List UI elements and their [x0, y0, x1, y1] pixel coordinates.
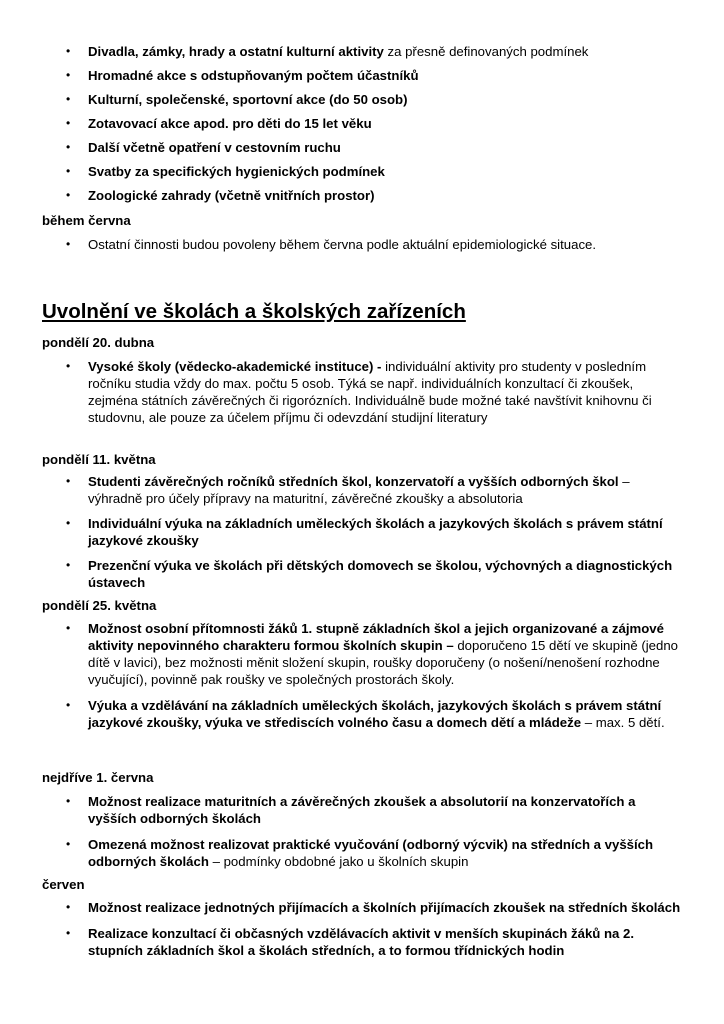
- list-item: [0, 697, 724, 731]
- item-text: individuální aktivity pro studenty v posledním ročníku studia vždy do max. počtu 5 osob. Týká se např. individuálních konzultací či zkoušek, zejména státních závěrečných či rigorózních. Individuálně bude možné také navštívit knihovnu či studovnu, ale pouze za účelem příjmu či odevzdání studijní literatury: [88, 359, 652, 425]
- list-item: [0, 67, 724, 84]
- date-label: pondělí 20. dubna: [42, 335, 155, 350]
- date-list: [0, 899, 724, 959]
- item-text: – podmínky obdobné jako u školních skupin: [208, 854, 469, 869]
- list-item: [0, 899, 724, 916]
- list-item: [0, 91, 724, 108]
- date-list: [0, 620, 724, 731]
- item-bold: Hromadné akce s odstupňovaným počtem účastníků: [88, 68, 419, 83]
- item-bold: Svatby za specifických hygienických podmínek: [88, 164, 385, 179]
- date-list: [0, 793, 724, 870]
- item-bold: Možnost realizace maturitních a závěrečných zkoušek a absolutorií na konzervatořích a vyšších odborných školách: [88, 794, 636, 826]
- list-item: [0, 620, 724, 688]
- list-item: [0, 163, 724, 180]
- date-label: pondělí 11. května: [42, 452, 156, 467]
- date-label: pondělí 25. května: [42, 598, 157, 613]
- item-bold: Realizace konzultací či občasných vzdělávacích aktivit v menších skupinách žáků na 2. stupních základních škol a školách středních, a to formou třídnických hodin: [88, 926, 635, 958]
- item-text: za přesně definovaných podmínek: [383, 44, 589, 59]
- item-bold: Omezená možnost realizovat praktické vyučování (odborný výcvik) na středních a vyšších odborných školách: [88, 837, 654, 869]
- list-item: [0, 187, 724, 204]
- list-item: [0, 515, 724, 549]
- events-list: [0, 43, 724, 204]
- date-label: červen: [42, 877, 85, 892]
- item-text: – výhradně pro účely přípravy na maturitní, závěrečné zkoušky a absolutoria: [88, 474, 630, 506]
- item-bold: Kulturní, společenské, sportovní akce (do 50 osob): [88, 92, 408, 107]
- item-bold: Studenti závěrečných ročníků středních škol, konzervatoří a vyšších odborných škol: [88, 474, 619, 489]
- item-bold: Divadla, zámky, hrady a ostatní kulturní aktivity: [88, 44, 384, 59]
- list-item: [0, 473, 724, 507]
- item-text: doporučeno 15 dětí ve skupině (jedno dítě v lavici), bez možnosti měnit složení skupin, roušky doporučeny (o nošení/nenošení rozhodne vyučující), povinně pak roušky ve společných prostorách školy.: [88, 638, 679, 687]
- item-bold: Možnost osobní přítomnosti žáků 1. stupně základních škol a jejich organizované a zájmové aktivity nepovinného charakteru formou školních skupin –: [88, 621, 664, 653]
- section-heading: Uvolnění ve školách a školských zařízeních: [42, 300, 466, 323]
- date-label: nejdříve 1. června: [42, 770, 154, 785]
- item-text: – max. 5 dětí.: [581, 715, 665, 730]
- list-item: [0, 139, 724, 156]
- list-item: [0, 925, 724, 959]
- item-bold: Individuální výuka na základních uměleckých školách a jazykových školách s právem státní jazykové zkoušky: [88, 516, 663, 548]
- item-bold: Další včetně opatření v cestovním ruchu: [88, 140, 341, 155]
- list-item: [0, 358, 724, 426]
- item-bold: Zotavovací akce apod. pro děti do 15 let věku: [88, 116, 372, 131]
- list-item: [0, 793, 724, 827]
- item-bold: Výuka a vzdělávání na základních uměleckých školách, jazykových školách s právem státní jazykové zkoušky, výuka ve střediscích volného času a domech dětí a mládeže: [88, 698, 662, 730]
- june-list: [0, 236, 724, 253]
- item-bold: Vysoké školy (vědecko-akademické instituce) -: [88, 359, 382, 374]
- item-bold: Prezenční výuka ve školách při dětských domovech se školou, výchovných a diagnostických ústavech: [88, 558, 673, 590]
- list-item: [0, 557, 724, 591]
- item-text: Ostatní činnosti budou povoleny během června podle aktuální epidemiologické situace.: [88, 237, 597, 252]
- date-list: [0, 358, 724, 426]
- section-label: během června: [42, 213, 131, 228]
- item-bold: Možnost realizace jednotných přijímacích a školních přijímacích zkoušek na středních školách: [88, 900, 681, 915]
- list-item: [0, 43, 724, 60]
- item-bold: Zoologické zahrady (včetně vnitřních prostor): [88, 188, 375, 203]
- list-item: [0, 836, 724, 870]
- date-list: [0, 473, 724, 591]
- list-item: [0, 115, 724, 132]
- list-item: [0, 236, 724, 253]
